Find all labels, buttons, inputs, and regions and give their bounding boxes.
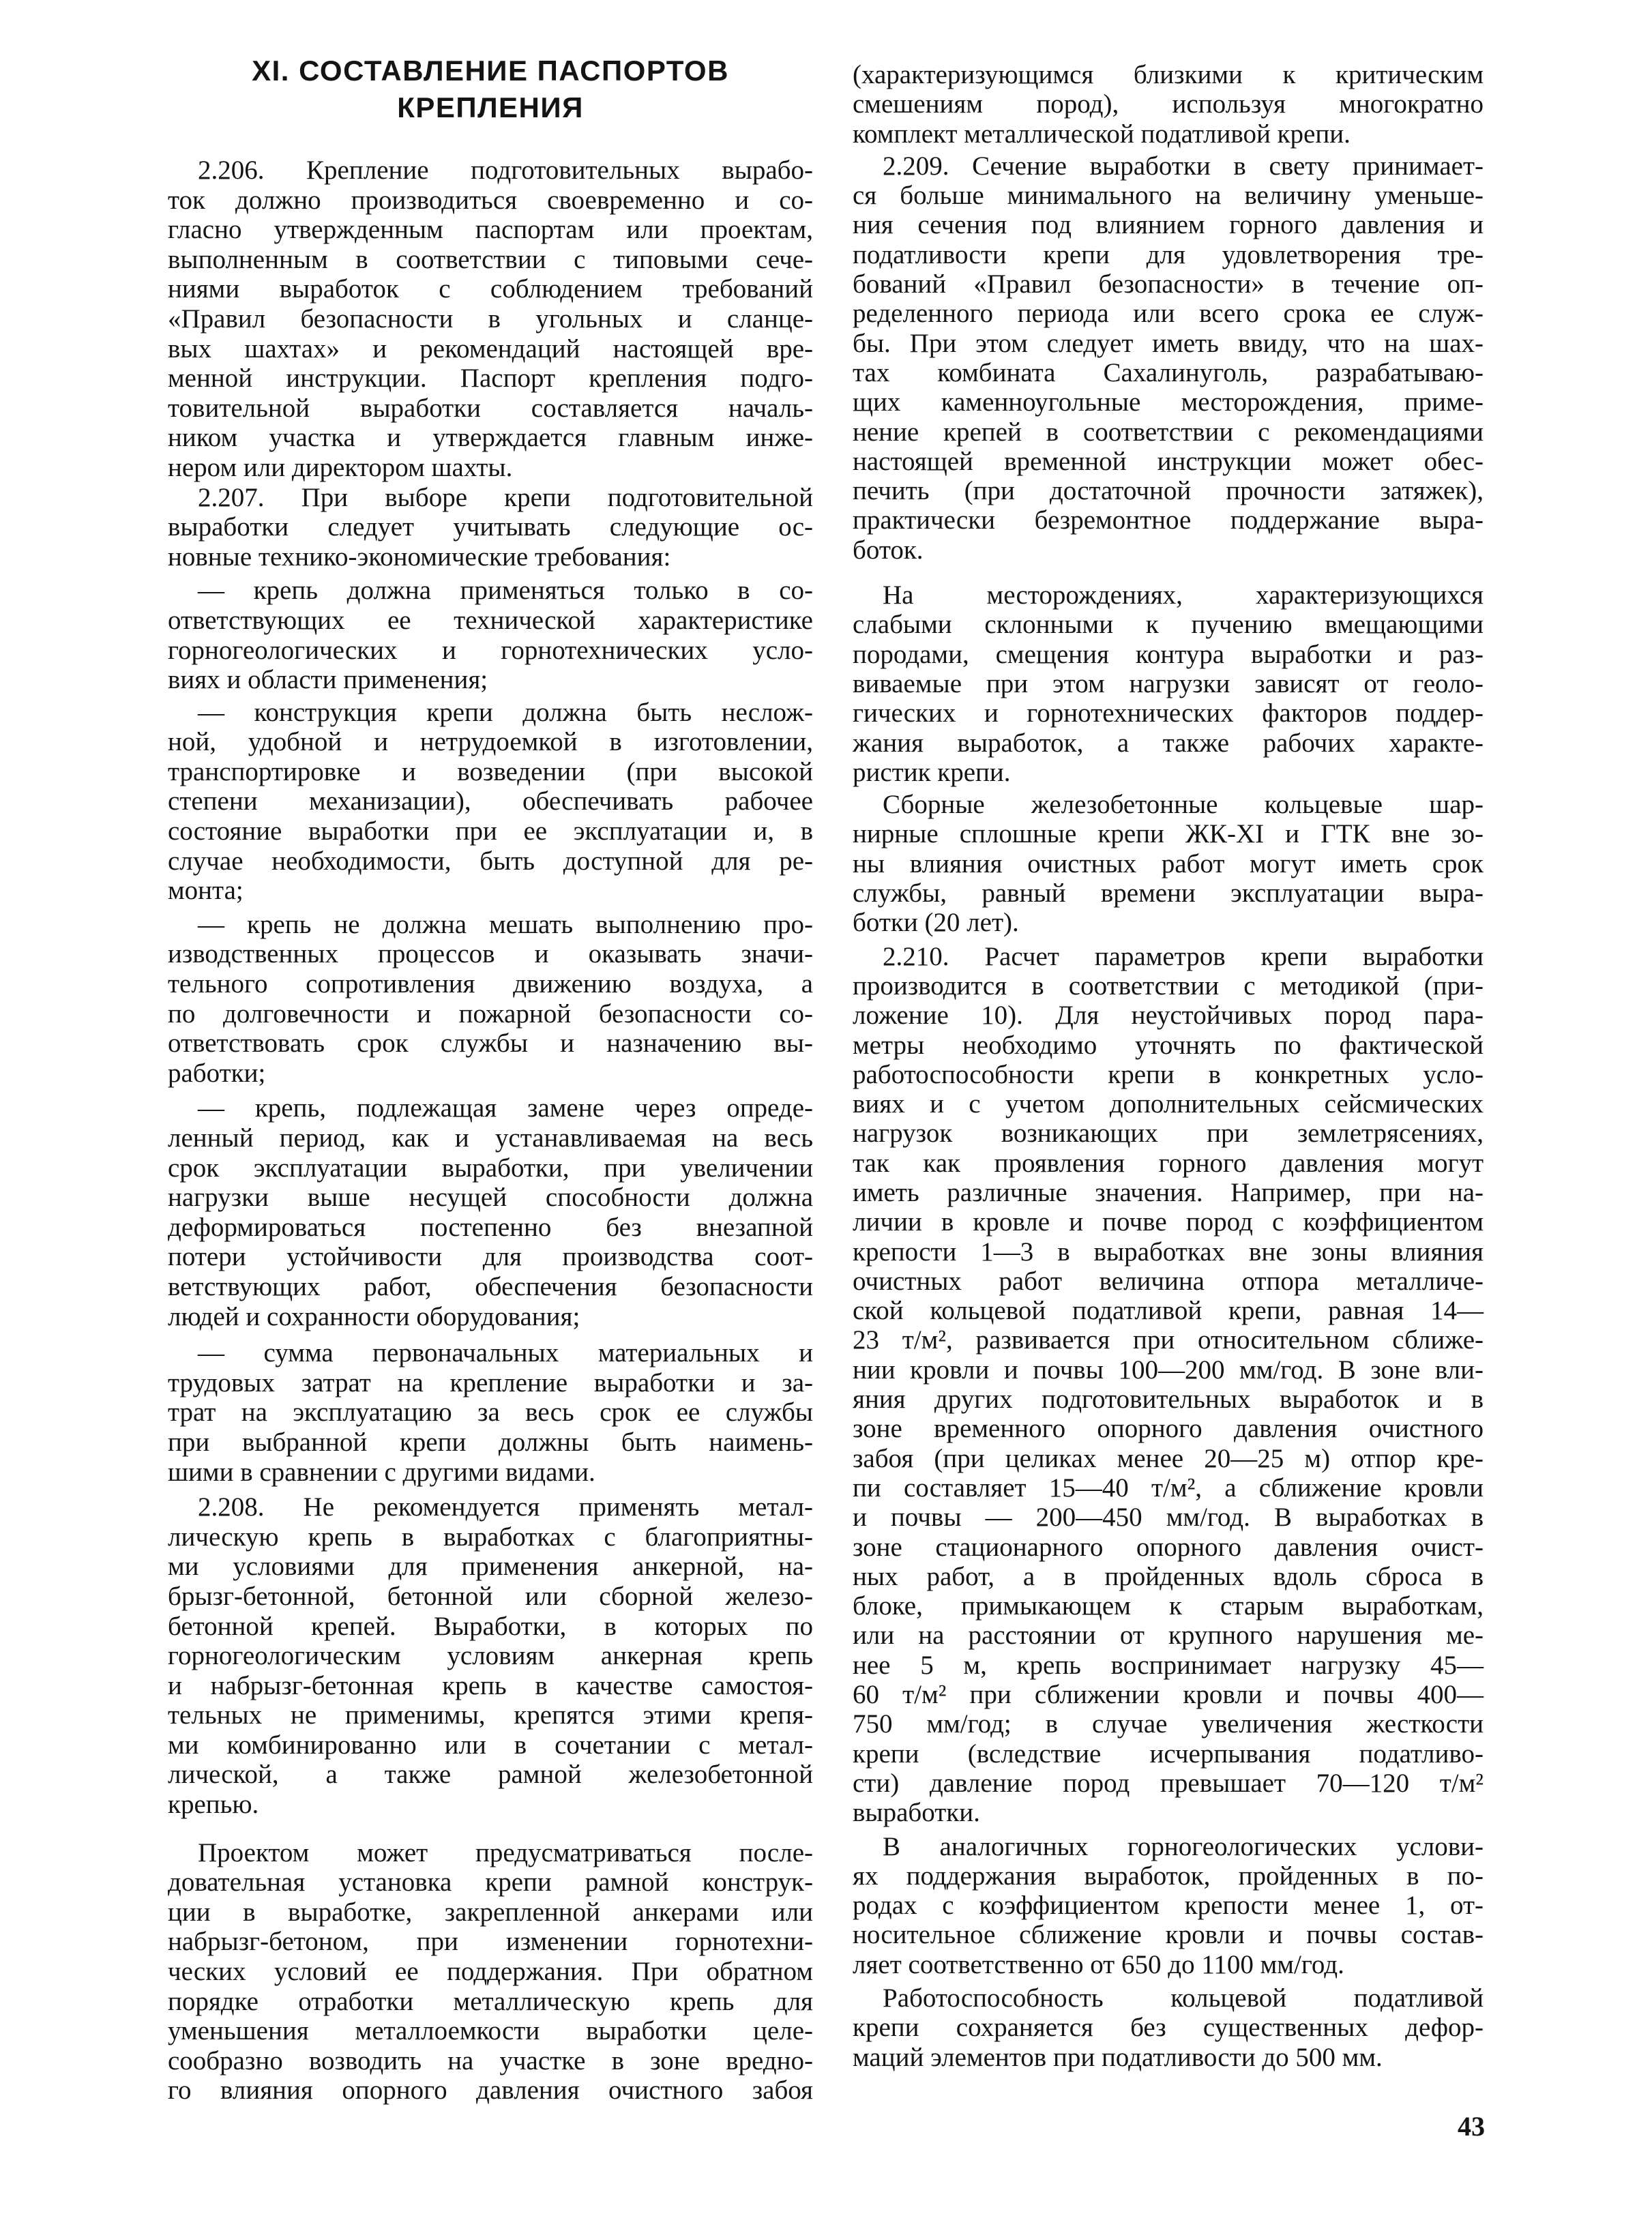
text-line: выполненным в соответствии с типовыми сече-: [168, 244, 813, 274]
text-line: брызг-бетонной, бетонной или сборной железо-: [168, 1581, 813, 1611]
text-line: ботки (20 лет).: [853, 908, 1019, 938]
text-line: выработки следует учитывать следующие ос-: [168, 512, 813, 542]
text-line: ны влияния очистных работ могут иметь срок: [853, 848, 1484, 878]
paragraph-2-209: [853, 151, 1484, 565]
text-line: яния других подготовительных выработок и в: [853, 1385, 1484, 1415]
text-line: нирные сплошные крепи ЖК-XI и ГТК вне зо-: [853, 819, 1484, 849]
text-line: горногеологических и горнотехнических усло-: [168, 635, 813, 665]
paragraph-deposits: [853, 580, 1484, 787]
text-line: срок эксплуатации выработки, при увеличении: [168, 1153, 813, 1183]
text-line: службы, равный времени эксплуатации выра-: [853, 878, 1484, 908]
text-line: крепи (вследствие исчерпывания податливо-: [853, 1739, 1484, 1769]
text-line: порядке отработки металлическую крепь для: [168, 1986, 813, 2016]
text-line: крепью.: [168, 1790, 259, 1820]
text-line: ответствовать срок службы и назначению вы-: [168, 1029, 813, 1059]
text-line: выработки.: [853, 1798, 980, 1828]
text-line: степени механизации), обеспечивать рабочее: [168, 786, 813, 816]
text-line: виях и области применения;: [168, 665, 488, 695]
text-line: боток.: [853, 535, 924, 565]
text-line: метры необходимо уточнять по фактической: [853, 1030, 1484, 1060]
text-line: 2.210. Расчет параметров крепи выработки: [883, 941, 1484, 971]
text-line: ределенного периода или всего срока ее служ-: [853, 299, 1484, 329]
text-line: виях и с учетом дополнительных сейсмических: [853, 1089, 1484, 1119]
text-line: 2.206. Крепление подготовительных вырабо-: [198, 156, 813, 185]
text-line: ристик крепи.: [853, 757, 1011, 787]
text-line: ческих условий ее поддержания. При обратном: [168, 1957, 813, 1987]
text-line: забоя (при целиках менее 20—25 м) отпор кре-: [853, 1443, 1484, 1473]
text-line: тах комбината Сахалинуголь, разрабатываю-: [853, 357, 1484, 387]
paragraph-2-207: [168, 483, 813, 572]
text-line: личии в кровле и почве пород с коэффициентом: [853, 1207, 1484, 1237]
left-column: [168, 53, 813, 2106]
text-line: и набрызг-бетонная крепь в качестве самостоя-: [168, 1670, 813, 1700]
text-line: транспортировке и возведении (при высокой: [168, 756, 813, 786]
requirement-item: [168, 576, 813, 694]
text-line: ной, удобной и нетрудоемкой в изготовлении,: [168, 727, 813, 757]
text-line: людей и сохранности оборудования;: [168, 1301, 580, 1331]
paragraph-2-210: [853, 942, 1484, 1828]
text-line: ником участка и утверждается главным инже-: [168, 423, 813, 453]
text-line: ветствующих работ, обеспечения безопасности: [168, 1271, 813, 1301]
text-line: ленный период, как и устанавливаемая на весь: [168, 1123, 813, 1153]
text-line: блоке, примыкающем к старым выработкам,: [853, 1591, 1484, 1621]
text-line: родах с коэффициентом крепости менее 1, от-: [853, 1891, 1484, 1921]
text-line: случае необходимости, быть доступной для ре-: [168, 846, 813, 876]
text-line: бы. При этом следует иметь ввиду, что на шах-: [853, 328, 1484, 358]
text-line: жания выработок, а также рабочих характе-: [853, 728, 1484, 758]
text-line: На месторождениях, характеризующихся: [883, 580, 1484, 610]
text-line: маций элементов при податливости до 500 мм.: [853, 2042, 1383, 2072]
text-line: деформироваться постепенно без внезапной: [168, 1212, 813, 1242]
text-line: крепи сохраняется без существенных дефор-: [853, 2013, 1484, 2043]
text-line: ми условиями для применения анкерной, на-: [168, 1552, 813, 1582]
text-line: печить (при достаточной прочности затяжек),: [853, 476, 1484, 506]
text-line: носительное сближение кровли и почвы состав-: [853, 1920, 1484, 1950]
requirement-item: [168, 910, 813, 1089]
text-line: набрызг-бетоном, при изменении горнотехни-: [168, 1927, 813, 1957]
text-line: нение крепей в соответствии с рекомендациями: [853, 417, 1484, 447]
text-line: монта;: [168, 876, 244, 906]
text-line: новные технико-экономические требования:: [168, 542, 671, 572]
text-line: пи составляет 15—40 т/м², а сближение кровли: [853, 1473, 1484, 1503]
text-line: смешениям пород), используя многократно: [853, 89, 1484, 119]
paragraph-similar-conditions: [853, 1832, 1484, 1979]
text-line: ниями выработок с соблюдением требований: [168, 274, 813, 304]
text-line: нагрузки выше несущей способности должна: [168, 1183, 813, 1213]
text-line: го влияния опорного давления очистного забоя: [168, 2075, 813, 2106]
requirement-item: [168, 698, 813, 906]
text-line: нее 5 м, крепь воспринимает нагрузку 45—: [853, 1650, 1484, 1680]
text-line: бетонной крепей. Выработки, в которых по: [168, 1611, 813, 1641]
text-line: нером или директором шахты.: [168, 452, 513, 482]
text-line: 2.207. При выборе крепи подготовительной: [198, 482, 813, 512]
text-line: иметь различные значения. Например, при на-: [853, 1177, 1484, 1207]
text-line: — крепь не должна мешать выполнению про-: [198, 909, 813, 939]
text-line: ния сечения под влиянием горного давления и: [853, 210, 1484, 240]
text-line: товительной выработки составляется началь-: [168, 393, 813, 423]
text-line: горногеологическим условиям анкерная крепь: [168, 1641, 813, 1671]
text-line: трат на эксплуатацию за весь срок ее службы: [168, 1398, 813, 1428]
text-line: или на расстоянии от крупного нарушения ме-: [853, 1621, 1484, 1651]
section-heading-line: XI. СОСТАВЛЕНИЕ ПАСПОРТОВ: [252, 55, 729, 87]
text-line: В аналогичных горногеологических услови-: [883, 1831, 1484, 1861]
text-line: ток должно производиться своевременно и со-: [168, 185, 813, 215]
text-line: шими в сравнении с другими видами.: [168, 1457, 595, 1487]
text-line: крепости 1—3 в выработках вне зоны влияния: [853, 1237, 1484, 1267]
text-line: трудовых затрат на крепление выработки и за-: [168, 1368, 813, 1398]
text-line: изводственных процессов и оказывать значи-: [168, 939, 813, 969]
text-line: очистных работ величина отпора металличе-: [853, 1266, 1484, 1296]
text-line: (характеризующимся близкими к критическим: [853, 60, 1484, 89]
text-line: зоне временного опорного давления очистного: [853, 1414, 1484, 1444]
text-line: слабыми склонными к пучению вмещающими: [853, 610, 1484, 640]
text-line: вых шахтах» и рекомендаций настоящей вре-: [168, 334, 813, 364]
text-line: менной инструкции. Паспорт крепления подго-: [168, 364, 813, 394]
text-line: 23 т/м², развивается при относительном сближе-: [853, 1325, 1484, 1355]
text-line: нии кровли и почвы 100—200 мм/год. В зоне вли-: [853, 1355, 1484, 1385]
text-line: ся больше минимального на величину уменьше-: [853, 181, 1484, 211]
paragraph-precast: [853, 790, 1484, 937]
text-line: ответствующих ее технической характеристике: [168, 605, 813, 635]
text-line: виваемые при этом нагрузки зависят от геоло-: [853, 668, 1484, 698]
text-line: Проектом может предусматриваться после-: [198, 1837, 813, 1867]
text-line: ции в выработке, закрепленной анкерами или: [168, 1897, 813, 1927]
text-line: 60 т/м² при сближении кровли и почвы 400—: [853, 1680, 1484, 1710]
text-line: ми комбинированно или в сочетании с метал-: [168, 1730, 813, 1760]
text-line: «Правил безопасности в угольных и сланце-: [168, 304, 813, 334]
requirement-item: [168, 1093, 813, 1331]
text-line: 2.209. Сечение выработки в свету принимает-: [883, 151, 1484, 181]
text-line: работки;: [168, 1058, 266, 1088]
text-line: уменьшения металлоемкости выработки целе-: [168, 2016, 813, 2046]
right-column: [853, 60, 1484, 2072]
text-line: зоне стационарного опорного давления очист-: [853, 1532, 1484, 1562]
page-number: 43: [1458, 2111, 1485, 2142]
text-line: ложение 10). Для неустойчивых пород пара-: [853, 1001, 1484, 1031]
text-line: ях поддержания выработок, пройденных в по-: [853, 1861, 1484, 1891]
text-line: настоящей временной инструкции может обес-: [853, 446, 1484, 476]
text-line: податливости крепи для удовлетворения тре-: [853, 239, 1484, 269]
paragraph-2-208: [168, 1492, 813, 1820]
paragraph-project: [168, 1838, 813, 2106]
text-line: нагрузок возникающих при землетрясениях,: [853, 1119, 1484, 1149]
text-line: так как проявления горного давления могут: [853, 1148, 1484, 1178]
text-line: практически безремонтное поддержание выра-: [853, 505, 1484, 535]
text-line: гласно утвержденным паспортам или проектам,: [168, 215, 813, 245]
text-line: лической, а также рамной железобетонной: [168, 1760, 813, 1790]
text-line: породами, смещения контура выработки и раз-: [853, 639, 1484, 669]
text-line: потери устойчивости для производства соот-: [168, 1242, 813, 1272]
text-line: — сумма первоначальных материальных и: [198, 1338, 813, 1368]
text-line: производится в соответствии с методикой (при-: [853, 971, 1484, 1001]
text-line: и почвы — 200—450 мм/год. В выработках в: [853, 1503, 1484, 1533]
text-line: комплект металлической податливой крепи.: [853, 119, 1351, 149]
text-line: 2.208. Не рекомендуется применять метал-: [198, 1492, 813, 1522]
text-line: ных работ, а в пройденных вдоль сброса в: [853, 1561, 1484, 1591]
text-line: ляет соответственно от 650 до 1100 мм/год.: [853, 1949, 1344, 1979]
text-line: сообразно возводить на участке в зоне вредно-: [168, 2045, 813, 2075]
text-line: довательная установка крепи рамной конструк-: [168, 1867, 813, 1897]
text-line: — конструкция крепи должна быть неслож-: [198, 697, 813, 727]
text-line: ской кольцевой податливой крепи, равная 14—: [853, 1296, 1484, 1326]
text-line: тельных не применимы, крепятся этими крепя-: [168, 1700, 813, 1730]
text-line: лическую крепь в выработках с благоприятны-: [168, 1522, 813, 1552]
paragraph-working-capacity: [853, 1983, 1484, 2072]
text-line: — крепь, подлежащая замене через опреде-: [198, 1093, 813, 1123]
text-line: по долговечности и пожарной безопасности со-: [168, 999, 813, 1029]
paragraph-2-206: [168, 156, 813, 483]
text-line: Работоспособность кольцевой податливой: [883, 1983, 1484, 2013]
section-heading: [168, 53, 813, 126]
text-line: бований «Правил безопасности» в течение оп-: [853, 269, 1484, 299]
text-line: тельного сопротивления движению воздуха, а: [168, 969, 813, 999]
text-line: сти) давление пород превышает 70—120 т/м²: [853, 1768, 1484, 1798]
requirement-item: [168, 1338, 813, 1487]
text-line: Сборные железобетонные кольцевые шар-: [883, 790, 1484, 820]
text-line: состояние выработки при ее эксплуатации и, в: [168, 816, 813, 846]
text-line: работоспособности крепи в конкретных усло-: [853, 1059, 1484, 1089]
text-line: — крепь должна применяться только в со-: [198, 576, 813, 606]
text-line: гических и горнотехнических факторов поддер-: [853, 698, 1484, 728]
text-line: при выбранной крепи должны быть наимень-: [168, 1427, 813, 1457]
paragraph-continuation: [853, 60, 1484, 149]
text-line: щих каменноугольные месторождения, приме-: [853, 387, 1484, 417]
section-heading-line: КРЕПЛЕНИЯ: [397, 91, 584, 123]
text-line: 750 мм/год; в случае увеличения жесткости: [853, 1709, 1484, 1739]
